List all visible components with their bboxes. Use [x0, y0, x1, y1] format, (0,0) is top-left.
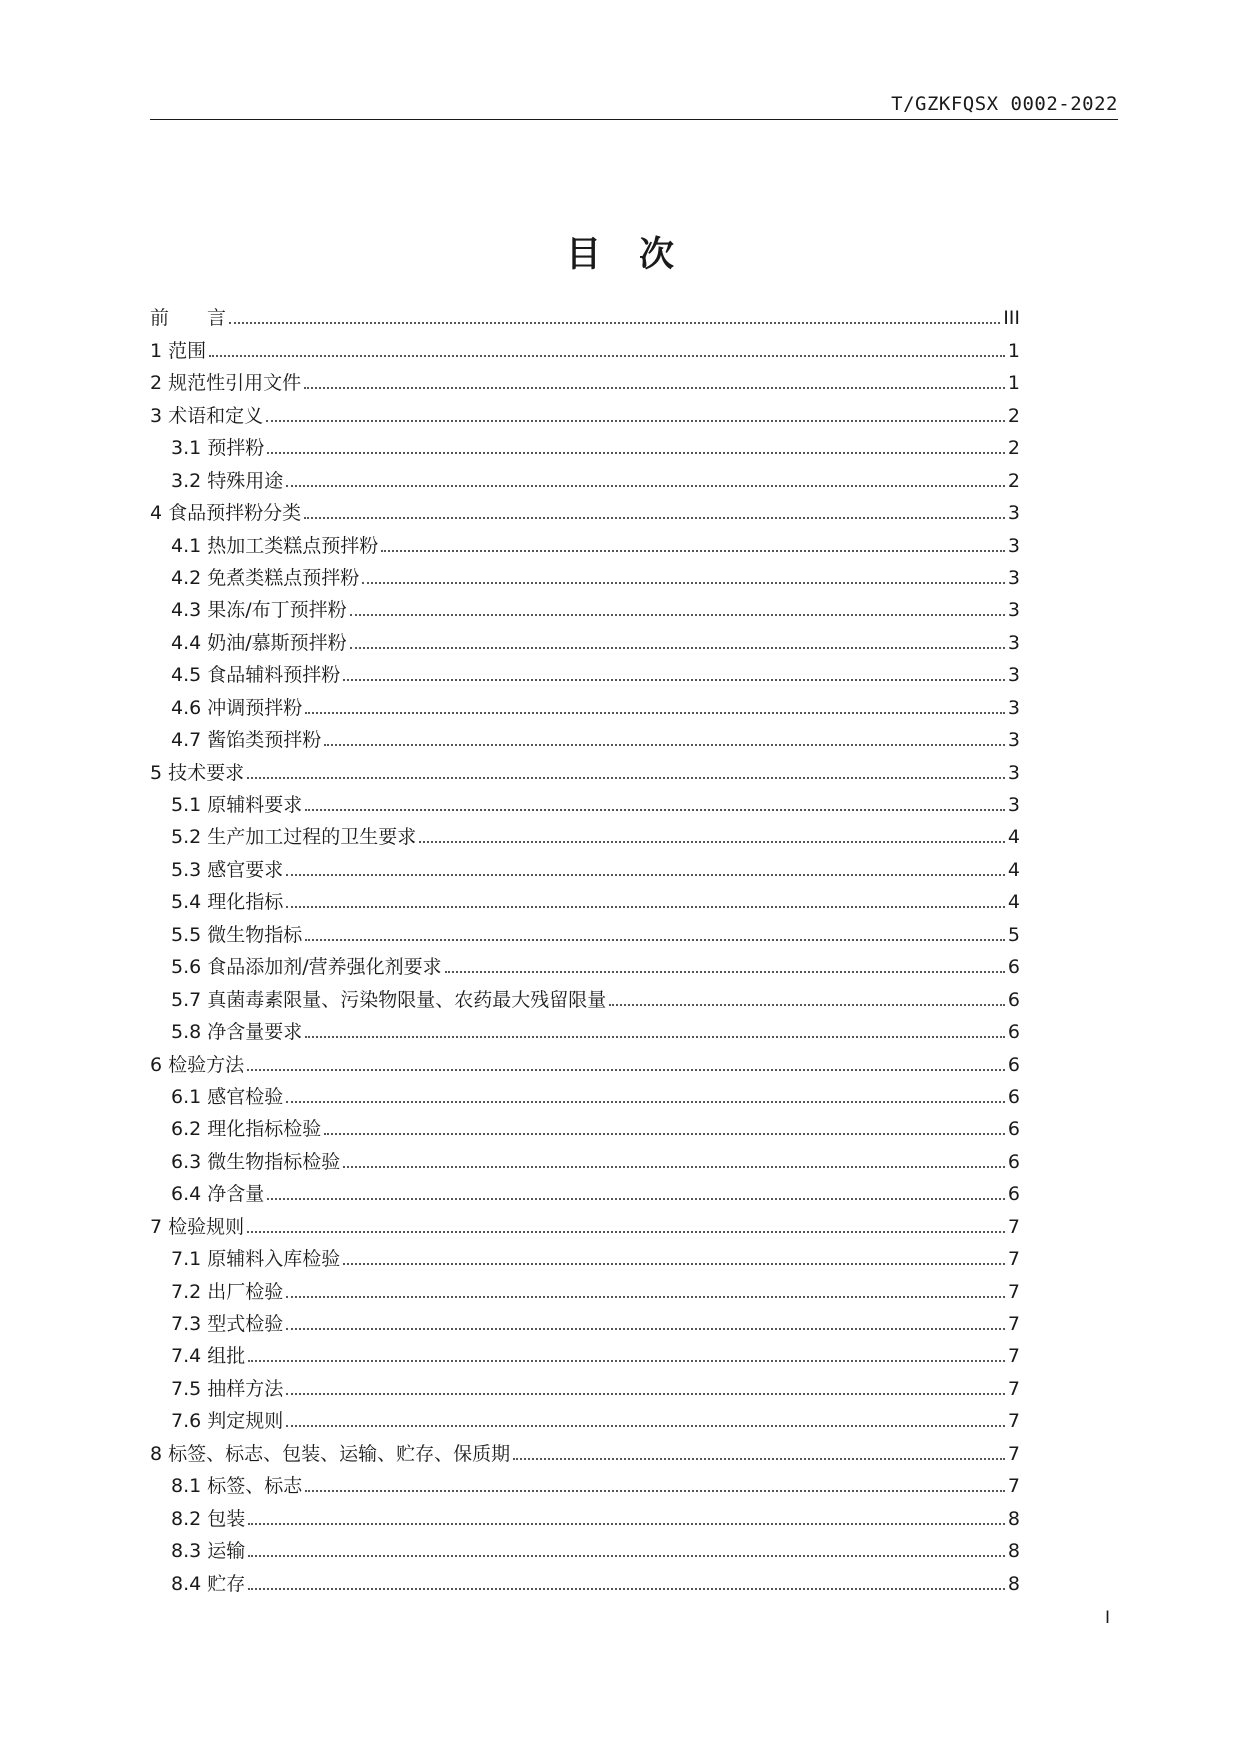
toc-entry-label: 6 检验方法: [150, 1053, 245, 1076]
toc-subentry[interactable]: [150, 1141, 1020, 1173]
toc-subentry[interactable]: [150, 947, 1020, 979]
toc-entry-label: 8 标签、标志、包装、运输、贮存、保质期: [150, 1442, 511, 1465]
toc-dot-leader: [266, 420, 1005, 422]
toc-dot-leader: [286, 1101, 1005, 1103]
toc-entry-label: 8.2 包装: [171, 1507, 246, 1530]
toc-entry-label: 前 言: [150, 307, 227, 330]
header-rule: [150, 119, 1118, 120]
toc-subentry[interactable]: [150, 1077, 1020, 1109]
toc-entry-page: 4: [1007, 826, 1020, 849]
toc-entry-page: III: [1003, 307, 1020, 330]
toc-dot-leader: [350, 647, 1005, 649]
toc-entry-label: 4.1 热加工类糕点预拌粉: [171, 534, 379, 557]
toc-dot-leader: [267, 452, 1005, 454]
toc-entry-page: 8: [1007, 1572, 1020, 1595]
toc-subentry[interactable]: [150, 849, 1020, 881]
toc-subentry[interactable]: [150, 1368, 1020, 1400]
toc-entry-label: 8.3 运输: [171, 1540, 246, 1563]
toc-subentry[interactable]: [150, 882, 1020, 914]
toc-entry-page: 3: [1007, 502, 1020, 525]
toc-entry-page: 4: [1007, 891, 1020, 914]
toc-entry-page: 3: [1007, 631, 1020, 654]
toc-entry-page: 2: [1007, 404, 1020, 427]
toc-entry-page: 4: [1007, 858, 1020, 881]
toc-entry[interactable]: [150, 1044, 1020, 1076]
toc-entry-label: 5.6 食品添加剂/营养强化剂要求: [171, 956, 442, 979]
toc-entry[interactable]: [150, 363, 1020, 395]
toc-dot-leader: [304, 387, 1005, 389]
toc-entry-page: 6: [1007, 1150, 1020, 1173]
toc-entry-label: 7.1 原辅料入库检验: [171, 1248, 341, 1271]
toc-dot-leader: [305, 1490, 1005, 1492]
toc-subentry[interactable]: [150, 428, 1020, 460]
toc-dot-leader: [286, 1328, 1005, 1330]
toc-entry-page: 3: [1007, 534, 1020, 557]
toc-dot-leader: [381, 550, 1005, 552]
toc-subentry[interactable]: [150, 1466, 1020, 1498]
toc-dot-leader: [248, 1588, 1005, 1590]
toc-subentry[interactable]: [150, 817, 1020, 849]
toc-entry-label: 5.8 净含量要求: [171, 1021, 303, 1044]
toc-entry-page: 3: [1007, 664, 1020, 687]
toc-dot-leader: [324, 1133, 1005, 1135]
toc-entry-label: 4.7 酱馅类预拌粉: [171, 729, 322, 752]
toc-entry-page: 3: [1007, 729, 1020, 752]
toc-dot-leader: [419, 841, 1005, 843]
toc-entry-page: 3: [1007, 696, 1020, 719]
toc-subentry[interactable]: [150, 1563, 1020, 1595]
toc-entry-label: 5.2 生产加工过程的卫生要求: [171, 826, 417, 849]
toc-entry-label: 4.3 果冻/布丁预拌粉: [171, 599, 347, 622]
table-of-contents: [150, 298, 1020, 1596]
toc-subentry[interactable]: [150, 655, 1020, 687]
toc-entry-label: 5.3 感官要求: [171, 858, 284, 881]
toc-entry-page: 7: [1007, 1475, 1020, 1498]
toc-dot-leader: [304, 517, 1005, 519]
toc-entry-label: 7.5 抽样方法: [171, 1377, 284, 1400]
toc-entry-page: 7: [1007, 1377, 1020, 1400]
toc-entry-page: 6: [1007, 988, 1020, 1011]
toc-entry-label: 2 规范性引用文件: [150, 372, 302, 395]
toc-subentry[interactable]: [150, 914, 1020, 946]
toc-entry-label: 7.4 组批: [171, 1345, 246, 1368]
toc-dot-leader: [305, 809, 1005, 811]
toc-entry-label: 6.2 理化指标检验: [171, 1118, 322, 1141]
toc-subentry[interactable]: [150, 1109, 1020, 1141]
toc-dot-leader: [247, 1231, 1005, 1233]
toc-dot-leader: [267, 1198, 1005, 1200]
toc-entry-label: 5.1 原辅料要求: [171, 794, 303, 816]
toc-entry-page: 8: [1007, 1540, 1020, 1563]
toc-dot-leader: [513, 1458, 1005, 1460]
toc-entry-label: 3.2 特殊用途: [171, 469, 284, 492]
toc-entry-label: 4.6 冲调预拌粉: [171, 696, 303, 719]
toc-entry-page: 7: [1007, 1410, 1020, 1433]
toc-entry-page: 6: [1007, 1021, 1020, 1044]
toc-entry-label: 5.5 微生物指标: [171, 923, 303, 946]
toc-entry-page: 7: [1007, 1313, 1020, 1335]
toc-subentry[interactable]: [150, 720, 1020, 752]
toc-entry-page: 7: [1007, 1442, 1020, 1465]
toc-entry-label: 4.2 免煮类糕点预拌粉: [171, 566, 360, 589]
toc-entry-page: 6: [1007, 1053, 1020, 1076]
toc-dot-leader: [343, 1263, 1005, 1265]
toc-dot-leader: [286, 1393, 1005, 1395]
toc-entry-page: 2: [1007, 469, 1020, 492]
toc-entry-page: 2: [1007, 437, 1020, 460]
toc-dot-leader: [209, 355, 1005, 357]
toc-entry-page: 6: [1007, 1118, 1020, 1141]
toc-entry-label: 8.4 贮存: [171, 1572, 246, 1595]
toc-entry-label: 7.3 型式检验: [171, 1313, 284, 1335]
toc-entry-page: 3: [1007, 566, 1020, 589]
toc-entry-page: 6: [1007, 1085, 1020, 1108]
toc-dot-leader: [248, 1360, 1005, 1362]
toc-subentry[interactable]: [150, 687, 1020, 719]
toc-entry[interactable]: [150, 330, 1020, 362]
toc-subentry[interactable]: [150, 1401, 1020, 1433]
toc-dot-leader: [324, 744, 1005, 746]
toc-entry-label: 3 术语和定义: [150, 404, 264, 427]
toc-subentry[interactable]: [150, 979, 1020, 1011]
toc-entry-label: 6.4 净含量: [171, 1183, 265, 1206]
toc-entry-page: 1: [1007, 372, 1020, 395]
toc-entry-label: 7.2 出厂检验: [171, 1280, 284, 1303]
toc-subentry[interactable]: [150, 558, 1020, 590]
toc-dot-leader: [247, 1069, 1005, 1071]
toc-dot-leader: [286, 906, 1005, 908]
toc-entry-page: 6: [1007, 956, 1020, 979]
toc-dot-leader: [609, 1004, 1005, 1006]
toc-dot-leader: [343, 1166, 1005, 1168]
toc-entry-label: 5.4 理化指标: [171, 891, 284, 914]
toc-subentry[interactable]: [150, 785, 1020, 817]
toc-entry-label: 5.7 真菌毒素限量、污染物限量、农药最大残留限量: [171, 988, 607, 1011]
toc-entry-label: 6.3 微生物指标检验: [171, 1150, 341, 1173]
toc-subentry[interactable]: [150, 1174, 1020, 1206]
toc-entry-page: 3: [1007, 794, 1020, 816]
toc-subentry[interactable]: [150, 1012, 1020, 1044]
toc-entry-label: 4.4 奶油/慕斯预拌粉: [171, 631, 347, 654]
page-number: I: [1104, 1608, 1110, 1628]
toc-dot-leader: [286, 874, 1005, 876]
toc-dot-leader: [305, 1036, 1005, 1038]
toc-subentry[interactable]: [150, 1271, 1020, 1303]
toc-entry-page: 3: [1007, 599, 1020, 622]
toc-dot-leader: [286, 1425, 1005, 1427]
toc-subentry[interactable]: [150, 1304, 1020, 1336]
toc-entry-page: 7: [1007, 1248, 1020, 1271]
toc-entry[interactable]: [150, 1206, 1020, 1238]
toc-dot-leader: [350, 614, 1005, 616]
toc-subentry[interactable]: [150, 590, 1020, 622]
toc-entry[interactable]: [150, 298, 1020, 330]
toc-entry-label: 7.6 判定规则: [171, 1410, 284, 1433]
toc-entry-page: 1: [1007, 339, 1020, 362]
toc-dot-leader: [343, 679, 1005, 681]
toc-dot-leader: [362, 582, 1005, 584]
toc-dot-leader: [286, 485, 1005, 487]
toc-entry-page: 5: [1007, 923, 1020, 946]
toc-entry-label: 3.1 预拌粉: [171, 437, 265, 460]
toc-subentry[interactable]: [150, 1498, 1020, 1530]
toc-subentry[interactable]: [150, 1531, 1020, 1563]
toc-entry-page: 8: [1007, 1507, 1020, 1530]
toc-entry[interactable]: [150, 752, 1020, 784]
toc-dot-leader: [229, 322, 1000, 324]
toc-dot-leader: [305, 939, 1005, 941]
toc-entry[interactable]: [150, 493, 1020, 525]
toc-entry[interactable]: [150, 1433, 1020, 1465]
toc-entry-label: 1 范围: [150, 339, 207, 362]
toc-title: 目次: [565, 235, 712, 276]
toc-entry-page: 7: [1007, 1280, 1020, 1303]
toc-dot-leader: [445, 971, 1005, 973]
toc-entry-page: 7: [1007, 1215, 1020, 1238]
toc-dot-leader: [248, 1555, 1005, 1557]
toc-subentry[interactable]: [150, 460, 1020, 492]
toc-subentry[interactable]: [150, 525, 1020, 557]
toc-entry-label: 6.1 感官检验: [171, 1085, 284, 1108]
toc-entry-label: 4 食品预拌粉分类: [150, 502, 302, 525]
toc-entry-page: 3: [1007, 761, 1020, 784]
toc-entry-label: 7 检验规则: [150, 1215, 245, 1238]
toc-entry-label: 4.5 食品辅料预拌粉: [171, 664, 341, 687]
toc-entry-page: 7: [1007, 1345, 1020, 1368]
toc-subentry[interactable]: [150, 1336, 1020, 1368]
toc-entry-page: 6: [1007, 1183, 1020, 1206]
toc-dot-leader: [247, 777, 1005, 779]
toc-subentry[interactable]: [150, 1239, 1020, 1271]
toc-entry[interactable]: [150, 395, 1020, 427]
toc-dot-leader: [248, 1523, 1005, 1525]
toc-dot-leader: [286, 1296, 1005, 1298]
toc-dot-leader: [305, 712, 1005, 714]
toc-subentry[interactable]: [150, 622, 1020, 654]
toc-entry-label: 5 技术要求: [150, 761, 245, 784]
toc-entry-label: 8.1 标签、标志: [171, 1475, 303, 1498]
document-code: T/GZKFQSX 0002-2022: [891, 93, 1118, 115]
